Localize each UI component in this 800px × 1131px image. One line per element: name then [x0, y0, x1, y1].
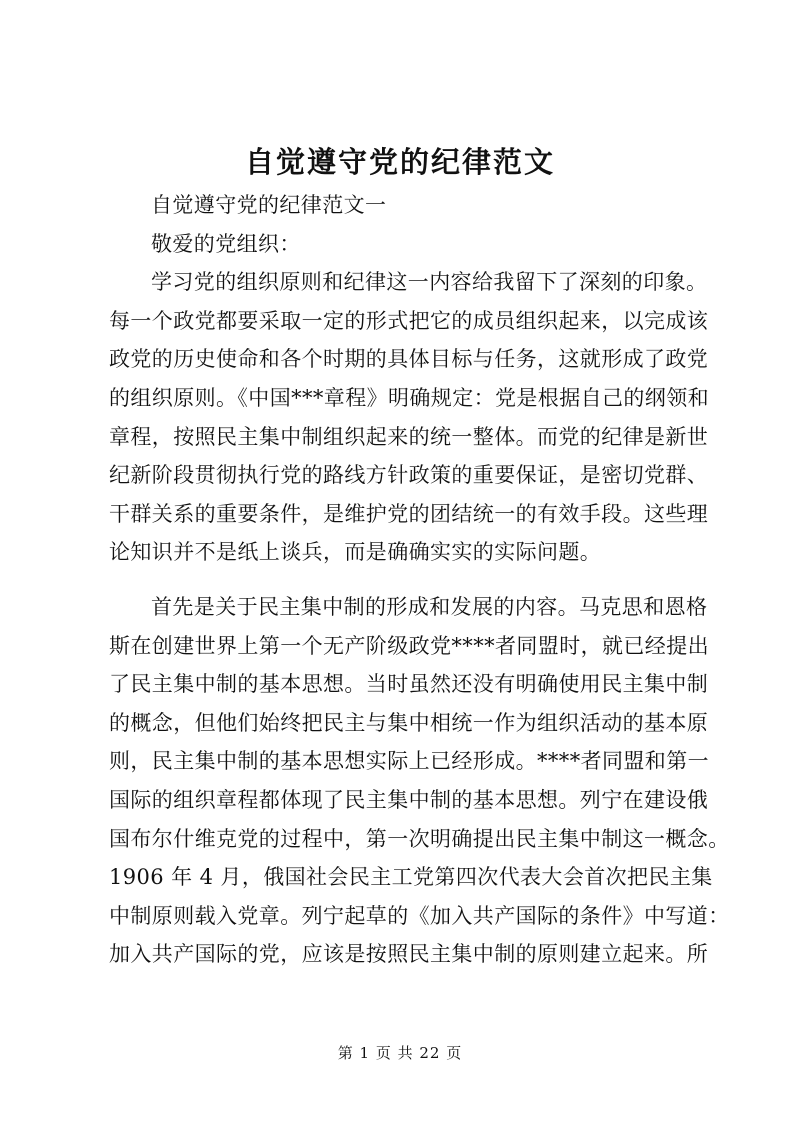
salutation: 敬爱的党组织： — [151, 231, 301, 256]
paragraph-line: 加入共产国际的党，应该是按照民主集中制的原则建立起来。所 — [109, 942, 709, 967]
paragraph-line: 首先是关于民主集中制的形成和发展的内容。马克思和恩格 — [151, 594, 708, 619]
paragraph-line: 每一个政党都要采取一定的形式把它的成员组织起来，以完成该 — [109, 308, 709, 333]
paragraph-line: 的概念，但他们始终把民主与集中相统一作为组织活动的基本原 — [109, 710, 709, 735]
paragraph-line: 的组织原则。《中国***章程》明确规定：党是根据自己的纲领和 — [109, 385, 709, 410]
paragraph-line: 国布尔什维克党的过程中，第一次明确提出民主集中制这一概念。 — [109, 826, 730, 851]
paragraph-line: 纪新阶段贯彻执行党的路线方针政策的重要保证，是密切党群、 — [109, 463, 709, 488]
paragraph-1 — [109, 263, 709, 572]
document-title: 自觉遵守党的纪律范文 — [244, 145, 555, 179]
paragraph-line: 干群关系的重要条件，是维护党的团结统一的有效手段。这些理 — [109, 501, 709, 526]
paragraph-line: 则，民主集中制的基本思想实际上已经形成。****者同盟和第一 — [109, 749, 709, 774]
page-footer: 第 1 页 共 22 页 — [337, 1044, 463, 1062]
paragraph-line: 章程，按照民主集中制组织起来的统一整体。而党的纪律是新世 — [109, 424, 709, 449]
document-subtitle: 自觉遵守党的纪律范文一 — [151, 193, 387, 217]
document-body — [109, 186, 730, 974]
paragraph-line: 了民主集中制的基本思想。当时虽然还没有明确使用民主集中制 — [109, 672, 709, 697]
paragraph-line: 中制原则载入党章。列宁起草的《加入共产国际的条件》中写道： — [109, 903, 730, 928]
paragraph-2 — [109, 588, 730, 974]
paragraph-gap — [109, 572, 709, 588]
paragraph-line: 1906 年 4 月，俄国社会民主工党第四次代表大会首次把民主集 — [109, 865, 713, 890]
paragraph-line: 国际的组织章程都体现了民主集中制的基本思想。列宁在建设俄 — [109, 787, 709, 812]
paragraph-line: 政党的历史使命和各个时期的具体目标与任务，这就形成了政党 — [109, 347, 709, 372]
paragraph-line: 学习党的组织原则和纪律这一内容给我留下了深刻的印象。 — [151, 270, 708, 295]
paragraph-line: 斯在创建世界上第一个无产阶级政党****者同盟时，就已经提出 — [109, 633, 709, 658]
paragraph-line: 论知识并不是纸上谈兵，而是确确实实的实际问题。 — [109, 540, 602, 565]
